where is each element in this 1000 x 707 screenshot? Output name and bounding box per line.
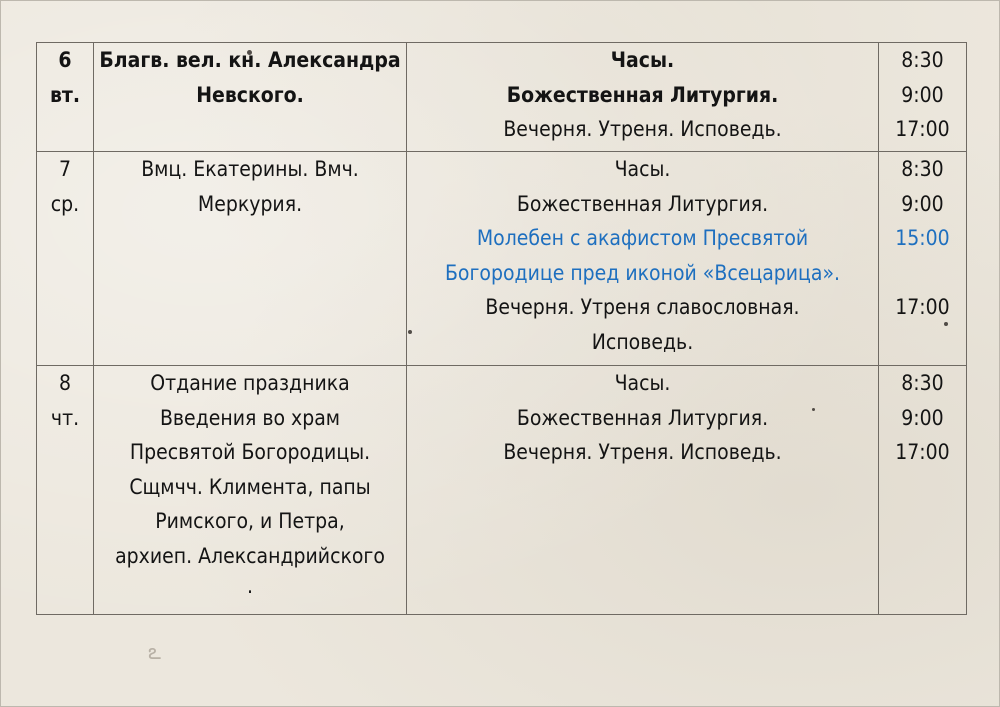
service-time: 8:30 bbox=[901, 157, 944, 181]
saint-line: Отдание праздника bbox=[150, 371, 350, 395]
service-line: Часы. bbox=[614, 371, 671, 395]
service-time: 8:30 bbox=[901, 371, 944, 395]
day-of-week: ср. bbox=[50, 191, 80, 216]
services-cell bbox=[407, 43, 879, 152]
services-cell bbox=[407, 366, 879, 615]
day-cell bbox=[37, 43, 94, 152]
service-line: Вечерня. Утреня славословная. bbox=[485, 295, 800, 319]
schedule-row bbox=[37, 366, 967, 615]
service-line: Божественная Литургия. bbox=[506, 82, 779, 107]
saint-cell bbox=[94, 43, 407, 152]
saint-line: Благв. вел. кн. Александра bbox=[99, 48, 401, 72]
schedule-row bbox=[37, 152, 967, 366]
paper-stain: ఽ bbox=[148, 640, 161, 665]
services-cell bbox=[407, 152, 879, 366]
saint-line: . bbox=[247, 574, 253, 598]
saint-line: архиеп. Александрийского bbox=[115, 543, 385, 568]
saint-line: Вмц. Екатерины. Вмч. bbox=[141, 157, 359, 181]
service-time: 17:00 bbox=[895, 117, 950, 141]
day-cell bbox=[37, 152, 94, 366]
schedule-row bbox=[37, 43, 967, 152]
service-time: 17:00 bbox=[895, 295, 950, 319]
saint-line: Сщмчч. Климента, папы bbox=[129, 474, 371, 499]
saint-line: Меркурия. bbox=[197, 191, 303, 216]
saint-cell bbox=[94, 366, 407, 615]
day-number: 6 bbox=[58, 48, 72, 72]
day-number: 8 bbox=[58, 371, 72, 395]
service-time: 8:30 bbox=[901, 48, 944, 72]
saint-cell bbox=[94, 152, 407, 366]
saint-line: Пресвятой Богородицы. bbox=[129, 440, 371, 464]
day-of-week: чт. bbox=[50, 405, 80, 430]
time-spacer bbox=[879, 256, 966, 291]
saint-line: Римского, и Петра, bbox=[155, 509, 345, 533]
service-line-highlight: Богородице пред иконой «Всецарица». bbox=[444, 260, 841, 285]
service-time: 9:00 bbox=[901, 405, 944, 430]
service-line: Вечерня. Утреня. Исповедь. bbox=[503, 117, 782, 141]
schedule-table bbox=[36, 42, 967, 615]
service-line: Часы. bbox=[610, 48, 675, 72]
service-time: 9:00 bbox=[901, 82, 944, 107]
service-line: Божественная Литургия. bbox=[516, 191, 769, 216]
times-cell bbox=[879, 43, 967, 152]
service-line: Часы. bbox=[614, 157, 671, 181]
service-time: 17:00 bbox=[895, 440, 950, 464]
service-line: Вечерня. Утреня. Исповедь. bbox=[503, 440, 782, 464]
saint-line: Введения во храм bbox=[159, 405, 341, 430]
service-line: Исповедь. bbox=[591, 329, 694, 354]
service-line: Божественная Литургия. bbox=[516, 405, 769, 430]
service-time-highlight: 15:00 bbox=[895, 226, 950, 250]
day-of-week: вт. bbox=[49, 82, 81, 107]
service-line-highlight: Молебен с акафистом Пресвятой bbox=[476, 226, 809, 250]
saint-line: Невского. bbox=[196, 82, 304, 107]
times-cell bbox=[879, 152, 967, 366]
day-number: 7 bbox=[58, 157, 72, 181]
times-cell bbox=[879, 366, 967, 615]
service-time: 9:00 bbox=[901, 191, 944, 216]
day-cell bbox=[37, 366, 94, 615]
